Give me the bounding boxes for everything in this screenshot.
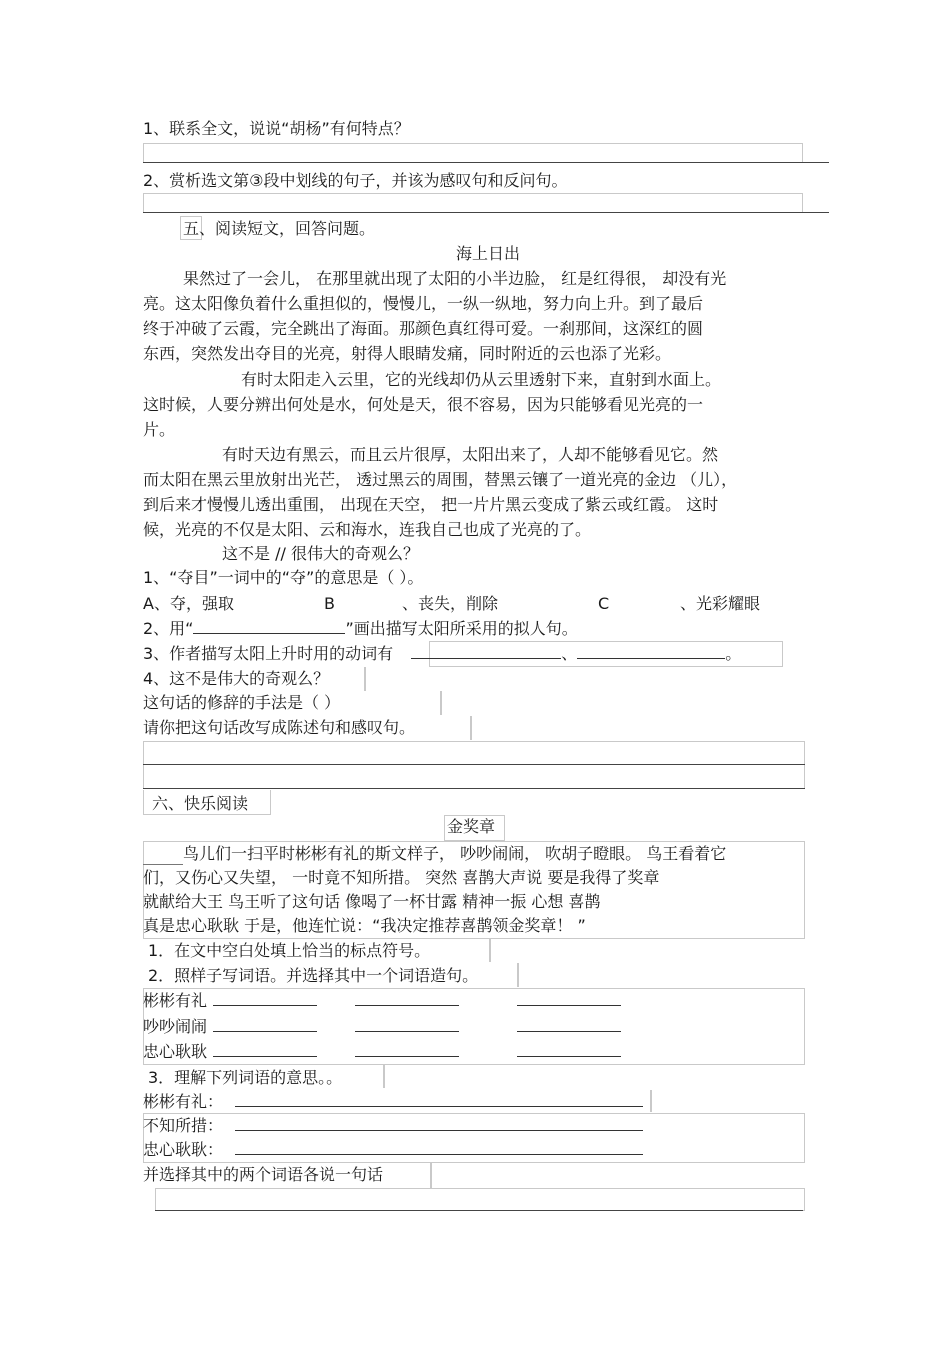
q4-box-edge xyxy=(364,667,366,691)
s6-sentence-prompt: 并选择其中的两个词语各说一句话 xyxy=(143,1165,384,1184)
s5-passage-line: 这时候，人要分辨出何处是水，何处是天，很不容易，因为只能够看见光亮的一 xyxy=(143,395,704,414)
word-blank[interactable] xyxy=(355,990,459,1006)
s6-passage-line: 鸟儿们一扫平时彬彬有礼的斯文样子， 吵吵闹闹， 吹胡子瞪眼。 鸟王看着它 xyxy=(183,844,727,863)
s5-passage-line: 候，光亮的不仅是太阳、云和海水，连我自己也成了光亮的了。 xyxy=(143,520,592,539)
s5-passage-line: 片。 xyxy=(143,420,176,439)
s5-question-3 xyxy=(143,643,741,665)
word-blank[interactable] xyxy=(355,1016,459,1032)
s4-question-1: 1、联系全文，说说“胡杨”有何特点？ xyxy=(143,119,410,138)
meaning-blank[interactable] xyxy=(235,1091,643,1107)
s4-answer-box-2[interactable] xyxy=(143,193,803,213)
s6-heading: 六、快乐阅读 xyxy=(152,794,249,813)
s5-passage-title: 海上日出 xyxy=(456,244,521,263)
s6-question-1: 1．在文中空白处填上恰当的标点符号。 xyxy=(148,941,431,960)
s5-question-1: 1、“夺目”一词中的“夺”的意思是（ ）。 xyxy=(143,568,424,587)
s4-answer-line-2 xyxy=(143,212,829,213)
q2-box-edge xyxy=(517,963,519,987)
s6-meaning-row xyxy=(143,1091,643,1113)
s5-option-b-text: 、丧失，削除 xyxy=(402,594,499,613)
meaning-word: 忠心耿耿： xyxy=(143,1140,224,1159)
s5-passage-line: 有时天边有黑云，而且云片很厚，太阳出来了，人却不能够看见它。然 xyxy=(222,445,719,464)
s6-question-2: 2．照样子写词语。并选择其中一个词语造句。 xyxy=(148,966,479,985)
s5-question-2 xyxy=(143,618,578,640)
word-blank[interactable] xyxy=(517,1016,621,1032)
s6-sentence-box[interactable] xyxy=(155,1188,805,1211)
s5-option-b-letter: B xyxy=(324,594,335,613)
word-blank[interactable] xyxy=(355,1041,459,1057)
s4-answer-box-1[interactable] xyxy=(143,143,803,163)
s5-q4-rewrite: 请你把这句话改写成陈述句和感叹句。 xyxy=(143,718,416,737)
s5-passage-line: 亮。这太阳像负着什么重担似的，慢慢儿，一纵一纵地，努力向上升。到了最后 xyxy=(143,294,704,313)
word-blank[interactable] xyxy=(517,990,621,1006)
q3-box-edge xyxy=(383,1064,385,1088)
s6-question-3: 3．理解下列词语的意思。。 xyxy=(148,1068,343,1087)
q3-box-edge-2 xyxy=(650,1090,652,1112)
indent-line xyxy=(143,864,183,865)
meaning-blank[interactable] xyxy=(235,1115,643,1131)
s5-question-4: 4、这不是伟大的奇观么？ xyxy=(143,669,330,688)
s6-meaning-row xyxy=(143,1139,643,1161)
s4-answer-line-1 xyxy=(143,162,829,163)
meaning-word: 彬彬有礼： xyxy=(143,1092,224,1111)
q3-blank-2[interactable] xyxy=(577,643,725,659)
q1-box-edge xyxy=(489,938,491,962)
q3-text: 3、作者描写太阳上升时用的动词有 xyxy=(143,644,394,663)
s6-sentence-line xyxy=(155,1210,803,1211)
word-blank[interactable] xyxy=(517,1041,621,1057)
word-sample: 吵吵闹闹 xyxy=(143,1017,208,1036)
q3-separator: 、 xyxy=(561,644,578,663)
q2-suffix: ”画出描写太阳所采用的拟人句。 xyxy=(345,619,578,638)
word-blank[interactable] xyxy=(213,1041,317,1057)
s5-option-a: A、夺，强取 xyxy=(143,594,234,613)
s6-passage-title: 金奖章 xyxy=(447,817,496,836)
s6-word-row xyxy=(143,1016,621,1038)
s5-passage-line: 终于冲破了云霞，完全跳出了海面。那颜色真红得可爱。一刹那间，这深红的圆 xyxy=(143,319,704,338)
s5-answer-line-1 xyxy=(143,764,805,765)
meaning-blank[interactable] xyxy=(235,1139,643,1155)
s6-meaning-row xyxy=(143,1115,643,1137)
s6-word-row xyxy=(143,990,621,1012)
s5-passage-line: 这不是 // 很伟大的奇观么？ xyxy=(222,544,419,563)
word-blank[interactable] xyxy=(213,990,317,1006)
s5-passage-line: 果然过了一会儿， 在那里就出现了太阳的小半边脸， 红是红得很， 却没有光 xyxy=(183,269,727,288)
s5-heading: 五、阅读短文，回答问题。 xyxy=(183,219,376,238)
s5-passage-line: 到后来才慢慢儿透出重围， 出现在天空， 把一片片黑云变成了紫云或红霞。 这时 xyxy=(143,495,719,514)
word-blank[interactable] xyxy=(213,1016,317,1032)
s6-passage-line: 们，又伤心又失望， 一时竟不知所措。 突然 喜鹊大声说 要是我得了奖章 xyxy=(143,868,660,887)
q4-rewrite-box-edge xyxy=(470,716,472,740)
q2-prefix: 2、用“ xyxy=(143,619,194,638)
q4-rhetoric-box-edge xyxy=(440,691,442,715)
meaning-word: 不知所措： xyxy=(143,1116,224,1135)
s6-word-row xyxy=(143,1041,621,1063)
s5-option-c-text: 、光彩耀眼 xyxy=(680,594,761,613)
s5-answer-line-2 xyxy=(143,788,805,789)
s5-answer-area[interactable] xyxy=(143,741,805,789)
s6-passage-line: 就献给大王 鸟王听了这句话 像喝了一杯甘露 精神一振 心想 喜鹊 xyxy=(143,892,601,911)
s5-passage-line: 东西，突然发出夺目的光亮，射得人眼睛发痛，同时附近的云也添了光彩。 xyxy=(143,344,672,363)
s4-question-2: 2、赏析选文第③段中划线的句子，并该为感叹句和反问句。 xyxy=(143,171,568,190)
underline-sample xyxy=(193,618,345,634)
word-sample: 彬彬有礼 xyxy=(143,991,208,1010)
s5-q4-rhetoric: 这句话的修辞的手法是（ ） xyxy=(143,693,341,712)
q3-end: 。 xyxy=(725,644,742,663)
word-sample: 忠心耿耿 xyxy=(143,1042,208,1061)
q3-blank-1[interactable] xyxy=(411,643,561,659)
s5-option-c-letter: C xyxy=(598,594,610,613)
s5-passage-line: 有时太阳走入云里，它的光线却仍从云里透射下来，直射到水面上。 xyxy=(241,370,722,389)
sentence-box-edge xyxy=(430,1162,432,1188)
s5-passage-line: 而太阳在黑云里放射出光芒， 透过黑云的周围，替黑云镶了一道光亮的金边 （儿）， xyxy=(143,470,738,489)
s6-passage-line: 真是忠心耿耿 于是，他连忙说：“我决定推荐喜鹊领金奖章！ ” xyxy=(143,916,586,935)
